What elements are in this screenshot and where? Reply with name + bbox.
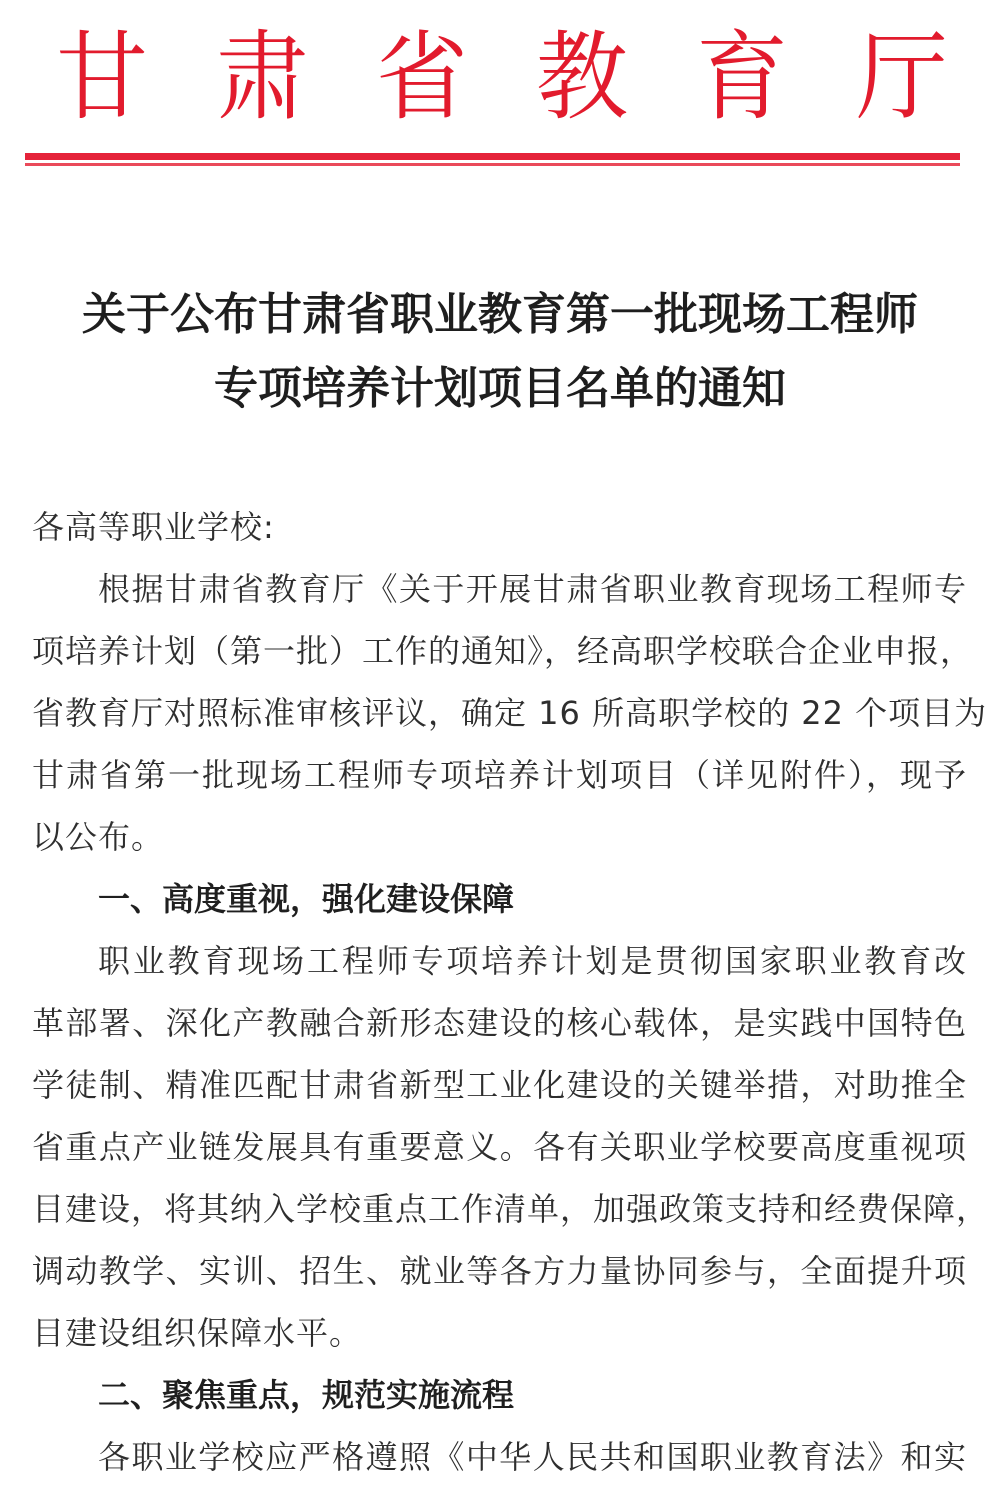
document-body xyxy=(32,496,990,1488)
para1-line: 甘肃省第一批现场工程师专项培养计划项目（详见附件），现予 xyxy=(32,756,967,794)
masthead-char: 育 xyxy=(695,21,788,134)
salutation: 各高等职业学校: xyxy=(32,508,275,546)
para2-line: 职业教育现场工程师专项培养计划是贯彻国家职业教育改 xyxy=(98,942,967,980)
para2-line: 调动教学、实训、招生、就业等各方力量协同参与，全面提升项 xyxy=(32,1252,967,1290)
masthead-char: 教 xyxy=(535,21,628,134)
masthead-char: 省 xyxy=(375,21,468,134)
document-title xyxy=(0,278,1000,426)
para2-line: 目建设组织保障水平。 xyxy=(32,1314,363,1352)
para1-line: 项培养计划（第一批）工作的通知》，经高职学校联合企业申报， xyxy=(32,632,974,670)
para2-line: 学徒制、精准匹配甘肃省新型工业化建设的关键举措，对助推全 xyxy=(32,1066,967,1104)
section-heading-2: 二、聚焦重点，规范实施流程 xyxy=(98,1376,515,1414)
red-divider-thin xyxy=(25,163,960,166)
masthead-char: 厅 xyxy=(855,21,948,134)
para1-line: 根据甘肃省教育厅《关于开展甘肃省职业教育现场工程师专 xyxy=(98,570,967,608)
red-divider-thick xyxy=(25,153,960,160)
para2-line: 目建设，将其纳入学校重点工作清单，加强政策支持和经费保障， xyxy=(32,1190,990,1228)
para2-line: 革部署、深化产教融合新形态建设的核心载体，是实践中国特色 xyxy=(32,1004,967,1042)
title-line-1: 关于公布甘肃省职业教育第一批现场工程师 xyxy=(82,289,918,340)
masthead-char: 肃 xyxy=(215,21,308,134)
para1-line: 以公布。 xyxy=(32,818,165,856)
para2-line: 省重点产业链发展具有重要意义。各有关职业学校要高度重视项 xyxy=(32,1128,967,1166)
para1-line: 省教育厅对照标准审核评议，确定 16 所高职学校的 22 个项目为 xyxy=(32,694,988,732)
section-heading-1: 一、高度重视，强化建设保障 xyxy=(98,880,515,918)
masthead-char: 甘 xyxy=(55,21,148,134)
issuing-authority-title xyxy=(52,21,952,134)
title-line-2: 专项培养计划项目名单的通知 xyxy=(214,363,786,414)
letterhead xyxy=(0,20,1000,140)
para3-line: 各职业学校应严格遵照《中华人民共和国职业教育法》和实 xyxy=(98,1438,967,1476)
